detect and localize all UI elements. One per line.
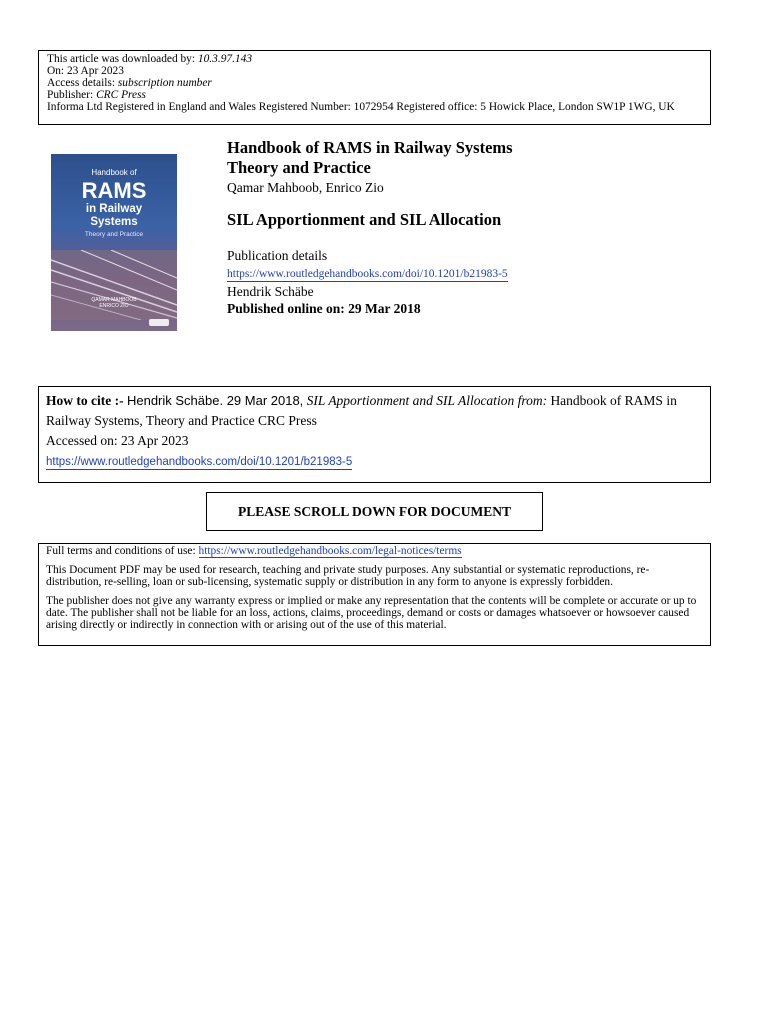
downloaded-by-value: 10.3.97.143 <box>197 53 253 65</box>
downloaded-by-line: This article was downloaded by: 10.3.97.143 <box>47 53 253 65</box>
download-date-line: On: 23 Apr 2023 <box>47 65 124 77</box>
citation-label: How to cite :- <box>46 393 124 408</box>
cover-author-1: QAMAR MAHBOOB <box>91 297 137 303</box>
book-title-line1: Handbook of RAMS in Railway Systems <box>227 138 513 157</box>
publisher-logo-icon <box>149 319 169 326</box>
chapter-author: Hendrik Schäbe <box>227 284 314 299</box>
registered-office: Informa Ltd Registered in England and Wales Registered Number: 1072954 Registered office: 5 Howick Place, London SW1P 1WG, UK <box>47 101 675 113</box>
cover-subtitle-2: Systems <box>90 216 138 228</box>
cover-rails-graphic <box>51 250 177 320</box>
citation-text <box>46 391 703 431</box>
download-date: 23 Apr 2023 <box>66 65 124 77</box>
cover-top-text: Handbook of <box>91 168 137 177</box>
chapter-title: SIL Apportionment and SIL Allocation <box>227 210 502 229</box>
terms-line: Full terms and conditions of use: https://www.routledgehandbooks.com/legal-notices/terms <box>46 545 462 557</box>
book-authors: Qamar Mahboob, Enrico Zio <box>227 180 384 195</box>
published-online-date: Published online on: 29 Mar 2018 <box>227 301 421 316</box>
access-details-line: Access details: subscription number <box>47 77 212 89</box>
citation-doi-link[interactable]: https://www.routledgehandbooks.com/doi/10.1201/b21983-5 <box>46 456 353 468</box>
terms-paragraph-warranty: The publisher does not give any warranty express or implied or make any representation that the contents will be complete or accurate or up to date. The publisher shall not be liable for an loss, actions, claims, proceedings, demand or costs or damages whatsoever or howsoever caused arising directly or indirectly in connection with or arising out of the use of this material. <box>46 595 697 631</box>
terms-box <box>38 543 711 646</box>
cover-subtitle-1: in Railway <box>85 203 143 215</box>
citation-box <box>38 386 711 483</box>
terms-paragraph-usage: This Document PDF may be used for research, teaching and private study purposes. Any substantial or systematic reproductions, re-distribution, re-selling, loan or sub-licensing, systematic supply or distribution in any form to anyone is expressly forbidden. <box>46 564 650 588</box>
download-info-box <box>38 50 711 125</box>
publisher-line: Publisher: CRC Press <box>47 89 146 101</box>
book-metadata <box>227 138 697 317</box>
chapter-doi-link[interactable]: https://www.routledgehandbooks.com/doi/10.1201/b21983-5 <box>227 268 508 280</box>
cover-rams-text: RAMS <box>81 178 147 203</box>
cover-author-2: ENRICO ZIO <box>99 303 129 309</box>
citation-book: Handbook of RAMS in Railway Systems, Theory and Practice CRC Press <box>46 393 677 428</box>
access-details-value: subscription number <box>117 77 212 89</box>
publication-details-label: Publication details <box>227 248 328 263</box>
cover-theory-practice: Theory and Practice <box>84 231 144 238</box>
publisher-value: CRC Press <box>96 89 146 101</box>
citation-author-date: Hendrik Schäbe. 29 Mar 2018, <box>126 393 304 408</box>
book-title-line2: Theory and Practice <box>227 158 371 177</box>
terms-link[interactable]: https://www.routledgehandbooks.com/legal-notices/terms <box>198 545 462 557</box>
citation-accessed: Accessed on: 23 Apr 2023 <box>46 433 189 448</box>
citation-chapter: SIL Apportionment and SIL Allocation from: <box>306 393 548 408</box>
book-cover-image <box>51 154 177 331</box>
scroll-notice: PLEASE SCROLL DOWN FOR DOCUMENT <box>206 492 543 531</box>
